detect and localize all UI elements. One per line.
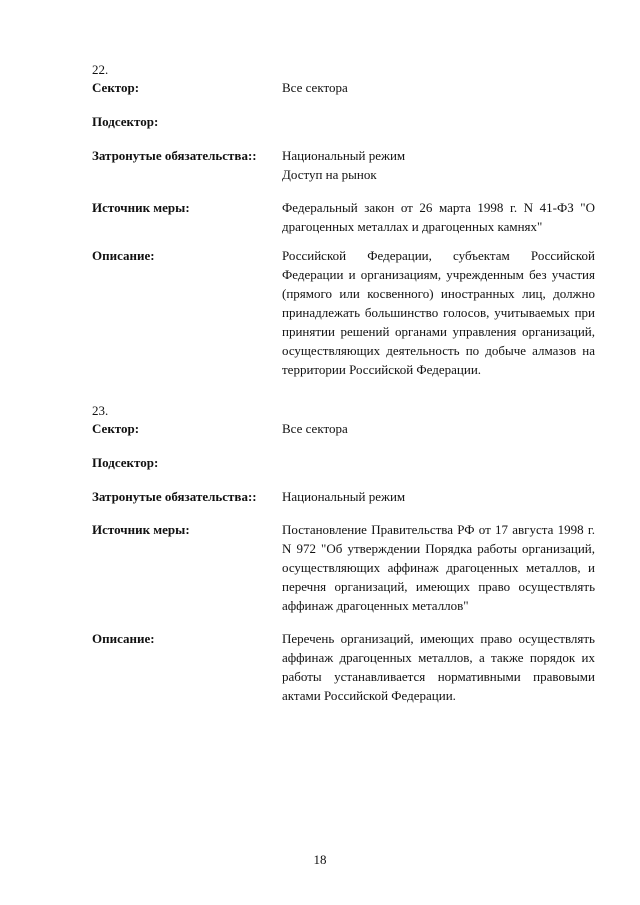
obligation-item: Национальный режим xyxy=(282,148,406,163)
sector-value: Все сектора xyxy=(282,80,348,95)
description-row xyxy=(92,246,602,379)
subsector-value xyxy=(282,112,595,131)
text-line: территории Российской Федерации. xyxy=(282,362,482,377)
obligations-label: Затронутые обязательства:: xyxy=(92,148,257,163)
source-row xyxy=(92,520,602,615)
text-line: Федерации и организациям, учрежденным без участия xyxy=(282,267,595,282)
page-number: 18 xyxy=(313,852,327,867)
text-line: Постановление Правительства РФ от 17 августа 1998 г. xyxy=(282,522,595,537)
text-line: осуществляющих деятельность по добыче алмазов на xyxy=(282,343,595,358)
subsector-label: Подсектор: xyxy=(92,114,159,129)
entry-number: 22. xyxy=(92,62,109,77)
entry-number: 23. xyxy=(92,403,109,418)
text-line: Федеральный закон от 26 марта 1998 г. N 41-ФЗ "О xyxy=(282,200,595,215)
source-row xyxy=(92,198,602,236)
text-line: принятии решений органами управления организаций, xyxy=(282,324,595,339)
description-value xyxy=(282,246,595,379)
subsector-label: Подсектор: xyxy=(92,455,159,470)
text-line: перечня организаций, имеющих право осуществлять xyxy=(282,579,595,594)
source-value xyxy=(282,520,595,615)
obligations-label: Затронутые обязательства:: xyxy=(92,489,257,504)
sector-label: Сектор: xyxy=(92,80,140,95)
sector-label: Сектор: xyxy=(92,421,140,436)
text-line: осуществляющих аффинаж драгоценных металлов, и xyxy=(282,560,595,575)
text-line: драгоценных металлах и драгоценных камнях" xyxy=(282,219,543,234)
description-row xyxy=(92,629,602,705)
obligations-row xyxy=(92,487,602,506)
description-value xyxy=(282,629,595,705)
source-value xyxy=(282,198,595,236)
sector-row xyxy=(92,419,602,438)
subsector-row xyxy=(92,112,602,131)
source-label: Источник меры: xyxy=(92,522,190,537)
obligations-row xyxy=(92,146,602,184)
sector-row xyxy=(92,78,602,97)
obligations-value xyxy=(282,146,595,184)
entry-23 xyxy=(92,403,602,705)
text-line: Перечень организаций, имеющих право осуществлять xyxy=(282,631,595,646)
text-line: актами Российской Федерации. xyxy=(282,688,456,703)
text-line: принадлежать большинство голосов, учитываемых при xyxy=(282,305,595,320)
text-line: аффинаж драгоценных металлов" xyxy=(282,598,469,613)
obligations-value xyxy=(282,487,595,506)
source-label: Источник меры: xyxy=(92,200,190,215)
subsector-value xyxy=(282,453,595,472)
text-line: Российской Федерации, субъектам Российской xyxy=(282,248,595,263)
text-line: работы устанавливается нормативными правовыми xyxy=(282,669,595,684)
text-line: аффинаж драгоценных металлов, а также порядок их xyxy=(282,650,595,665)
description-label: Описание: xyxy=(92,631,155,646)
obligation-item: Доступ на рынок xyxy=(282,167,377,182)
text-line: (прямого или косвенного) иностранных лиц, должно xyxy=(282,286,595,301)
entry-22 xyxy=(92,62,602,379)
obligation-item: Национальный режим xyxy=(282,489,406,504)
description-label: Описание: xyxy=(92,248,155,263)
sector-value: Все сектора xyxy=(282,421,348,436)
subsector-row xyxy=(92,453,602,472)
text-line: N 972 "Об утверждении Порядка работы организаций, xyxy=(282,541,595,556)
